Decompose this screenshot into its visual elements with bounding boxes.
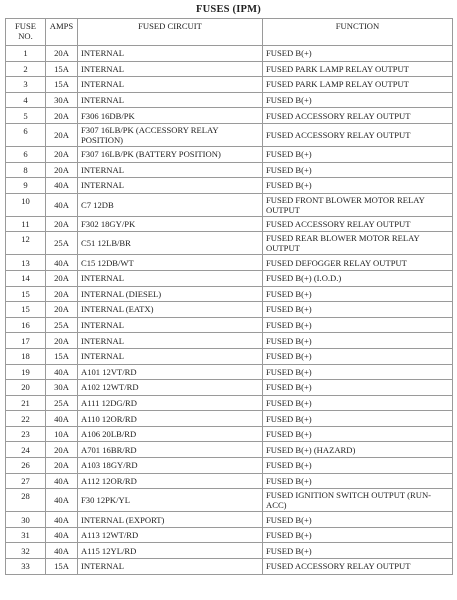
fuse-number-cell: 5 (6, 108, 46, 124)
header-fused-circuit: FUSED CIRCUIT (78, 19, 263, 46)
amps-cell: 30A (46, 380, 78, 396)
fused-circuit-cell: A103 18GY/RD (78, 458, 263, 474)
table-row (6, 123, 453, 146)
table-row (6, 302, 453, 318)
table-row (6, 286, 453, 302)
fused-circuit-cell: INTERNAL (78, 317, 263, 333)
table-row (6, 193, 453, 216)
amps-cell: 15A (46, 61, 78, 77)
function-cell: FUSED B(+) (263, 178, 453, 194)
table-row (6, 426, 453, 442)
amps-cell: 40A (46, 255, 78, 271)
fuse-number-cell: 23 (6, 426, 46, 442)
table-row (6, 61, 453, 77)
fused-circuit-cell: INTERNAL (DIESEL) (78, 286, 263, 302)
fuse-number-cell: 1 (6, 46, 46, 62)
table-row (6, 543, 453, 559)
table-row (6, 527, 453, 543)
fused-circuit-cell: INTERNAL (78, 77, 263, 93)
amps-cell: 20A (46, 146, 78, 162)
fuse-number-cell: 28 (6, 489, 46, 512)
header-function: FUNCTION (263, 19, 453, 46)
table-row (6, 395, 453, 411)
fuse-number-cell: 15 (6, 286, 46, 302)
amps-cell: 20A (46, 302, 78, 318)
amps-cell: 40A (46, 543, 78, 559)
table-row (6, 77, 453, 93)
fuse-number-cell: 15 (6, 302, 46, 318)
table-row (6, 92, 453, 108)
fused-circuit-cell: A110 12OR/RD (78, 411, 263, 427)
table-row (6, 317, 453, 333)
amps-cell: 40A (46, 473, 78, 489)
function-cell: FUSED B(+) (263, 380, 453, 396)
function-cell: FUSED B(+) (263, 512, 453, 528)
amps-cell: 15A (46, 559, 78, 575)
fused-circuit-cell: INTERNAL (78, 348, 263, 364)
fuse-number-cell: 3 (6, 77, 46, 93)
fused-circuit-cell: F302 18GY/PK (78, 216, 263, 232)
amps-cell: 40A (46, 527, 78, 543)
fused-circuit-cell: F307 16LB/PK (ACCESSORY RELAY POSITION) (78, 123, 263, 146)
amps-cell: 40A (46, 489, 78, 512)
amps-cell: 20A (46, 442, 78, 458)
amps-cell: 10A (46, 426, 78, 442)
fused-circuit-cell: A115 12YL/RD (78, 543, 263, 559)
table-row (6, 270, 453, 286)
table-row (6, 559, 453, 575)
function-cell: FUSED B(+) (I.O.D.) (263, 270, 453, 286)
table-row (6, 348, 453, 364)
table-row (6, 442, 453, 458)
fused-circuit-cell: A101 12VT/RD (78, 364, 263, 380)
fused-circuit-cell: A112 12OR/RD (78, 473, 263, 489)
fused-circuit-cell: A106 20LB/RD (78, 426, 263, 442)
function-cell: FUSED B(+) (263, 473, 453, 489)
amps-cell: 20A (46, 46, 78, 62)
fuse-number-cell: 16 (6, 317, 46, 333)
fuse-number-cell: 17 (6, 333, 46, 349)
fuse-number-cell: 6 (6, 123, 46, 146)
function-cell: FUSED ACCESSORY RELAY OUTPUT (263, 559, 453, 575)
table-row (6, 146, 453, 162)
fuse-number-cell: 22 (6, 411, 46, 427)
fuse-table-body (6, 46, 453, 575)
page-title: FUSES (IPM) (196, 4, 261, 15)
fuse-number-cell: 2 (6, 61, 46, 77)
fused-circuit-cell: INTERNAL (78, 46, 263, 62)
amps-cell: 20A (46, 286, 78, 302)
function-cell: FUSED ACCESSORY RELAY OUTPUT (263, 108, 453, 124)
fuse-number-cell: 18 (6, 348, 46, 364)
fused-circuit-cell: C51 12LB/BR (78, 232, 263, 255)
table-row (6, 46, 453, 62)
table-row (6, 162, 453, 178)
fuse-number-cell: 32 (6, 543, 46, 559)
table-row (6, 364, 453, 380)
table-row (6, 512, 453, 528)
function-cell: FUSED ACCESSORY RELAY OUTPUT (263, 123, 453, 146)
fuse-number-cell: 21 (6, 395, 46, 411)
fuse-number-cell: 19 (6, 364, 46, 380)
function-cell: FUSED B(+) (263, 46, 453, 62)
fused-circuit-cell: A111 12DG/RD (78, 395, 263, 411)
fused-circuit-cell: INTERNAL (78, 270, 263, 286)
function-cell: FUSED B(+) (263, 395, 453, 411)
function-cell: FUSED B(+) (263, 458, 453, 474)
table-row (6, 255, 453, 271)
amps-cell: 20A (46, 333, 78, 349)
table-row (6, 178, 453, 194)
fused-circuit-cell: F306 16DB/PK (78, 108, 263, 124)
table-row (6, 489, 453, 512)
amps-cell: 25A (46, 317, 78, 333)
table-row (6, 411, 453, 427)
function-cell: FUSED B(+) (263, 348, 453, 364)
fused-circuit-cell: F30 12PK/YL (78, 489, 263, 512)
fuse-number-cell: 30 (6, 512, 46, 528)
fuse-number-cell: 6 (6, 146, 46, 162)
function-cell: FUSED B(+) (263, 543, 453, 559)
fused-circuit-cell: INTERNAL (EXPORT) (78, 512, 263, 528)
function-cell: FUSED B(+) (263, 333, 453, 349)
amps-cell: 40A (46, 512, 78, 528)
amps-cell: 20A (46, 458, 78, 474)
table-row (6, 458, 453, 474)
amps-cell: 40A (46, 364, 78, 380)
fused-circuit-cell: A113 12WT/RD (78, 527, 263, 543)
fused-circuit-cell: INTERNAL (78, 92, 263, 108)
amps-cell: 20A (46, 162, 78, 178)
header-amps: AMPS (46, 19, 78, 46)
fuse-number-cell: 31 (6, 527, 46, 543)
function-cell: FUSED FRONT BLOWER MOTOR RELAY OUTPUT (263, 193, 453, 216)
function-cell: FUSED B(+) (263, 92, 453, 108)
function-cell: FUSED B(+) (HAZARD) (263, 442, 453, 458)
function-cell: FUSED PARK LAMP RELAY OUTPUT (263, 77, 453, 93)
function-cell: FUSED REAR BLOWER MOTOR RELAY OUTPUT (263, 232, 453, 255)
fuse-number-cell: 11 (6, 216, 46, 232)
amps-cell: 40A (46, 178, 78, 194)
fuse-number-cell: 20 (6, 380, 46, 396)
fused-circuit-cell: INTERNAL (78, 333, 263, 349)
fuse-number-cell: 33 (6, 559, 46, 575)
table-row (6, 333, 453, 349)
function-cell: FUSED B(+) (263, 286, 453, 302)
function-cell: FUSED B(+) (263, 317, 453, 333)
table-row (6, 232, 453, 255)
fuse-number-cell: 27 (6, 473, 46, 489)
fused-circuit-cell: C15 12DB/WT (78, 255, 263, 271)
fuse-number-cell: 14 (6, 270, 46, 286)
fused-circuit-cell: C7 12DB (78, 193, 263, 216)
amps-cell: 15A (46, 77, 78, 93)
fused-circuit-cell: INTERNAL (EATX) (78, 302, 263, 318)
amps-cell: 25A (46, 395, 78, 411)
function-cell: FUSED B(+) (263, 162, 453, 178)
function-cell: FUSED B(+) (263, 426, 453, 442)
function-cell: FUSED IGNITION SWITCH OUTPUT (RUN-ACC) (263, 489, 453, 512)
amps-cell: 15A (46, 348, 78, 364)
fuse-number-cell: 4 (6, 92, 46, 108)
amps-cell: 40A (46, 193, 78, 216)
function-cell: FUSED B(+) (263, 302, 453, 318)
fused-circuit-cell: F307 16LB/PK (BATTERY POSITION) (78, 146, 263, 162)
header-fuse-no: FUSE NO. (6, 19, 46, 46)
amps-cell: 25A (46, 232, 78, 255)
fuse-number-cell: 10 (6, 193, 46, 216)
function-cell: FUSED B(+) (263, 527, 453, 543)
fuse-number-cell: 13 (6, 255, 46, 271)
function-cell: FUSED ACCESSORY RELAY OUTPUT (263, 216, 453, 232)
table-row (6, 108, 453, 124)
fused-circuit-cell: INTERNAL (78, 178, 263, 194)
table-row (6, 380, 453, 396)
table-row (6, 473, 453, 489)
fuse-table (5, 18, 453, 575)
amps-cell: 20A (46, 216, 78, 232)
fuse-number-cell: 24 (6, 442, 46, 458)
fused-circuit-cell: A102 12WT/RD (78, 380, 263, 396)
table-row (6, 216, 453, 232)
function-cell: FUSED B(+) (263, 411, 453, 427)
fuse-number-cell: 9 (6, 178, 46, 194)
amps-cell: 30A (46, 92, 78, 108)
function-cell: FUSED PARK LAMP RELAY OUTPUT (263, 61, 453, 77)
fuse-number-cell: 26 (6, 458, 46, 474)
amps-cell: 20A (46, 108, 78, 124)
fused-circuit-cell: A701 16BR/RD (78, 442, 263, 458)
fused-circuit-cell: INTERNAL (78, 61, 263, 77)
amps-cell: 40A (46, 411, 78, 427)
fuse-number-cell: 12 (6, 232, 46, 255)
function-cell: FUSED B(+) (263, 146, 453, 162)
fused-circuit-cell: INTERNAL (78, 559, 263, 575)
table-header-row (6, 19, 453, 46)
amps-cell: 20A (46, 270, 78, 286)
fused-circuit-cell: INTERNAL (78, 162, 263, 178)
fuse-number-cell: 8 (6, 162, 46, 178)
amps-cell: 20A (46, 123, 78, 146)
function-cell: FUSED B(+) (263, 364, 453, 380)
function-cell: FUSED DEFOGGER RELAY OUTPUT (263, 255, 453, 271)
